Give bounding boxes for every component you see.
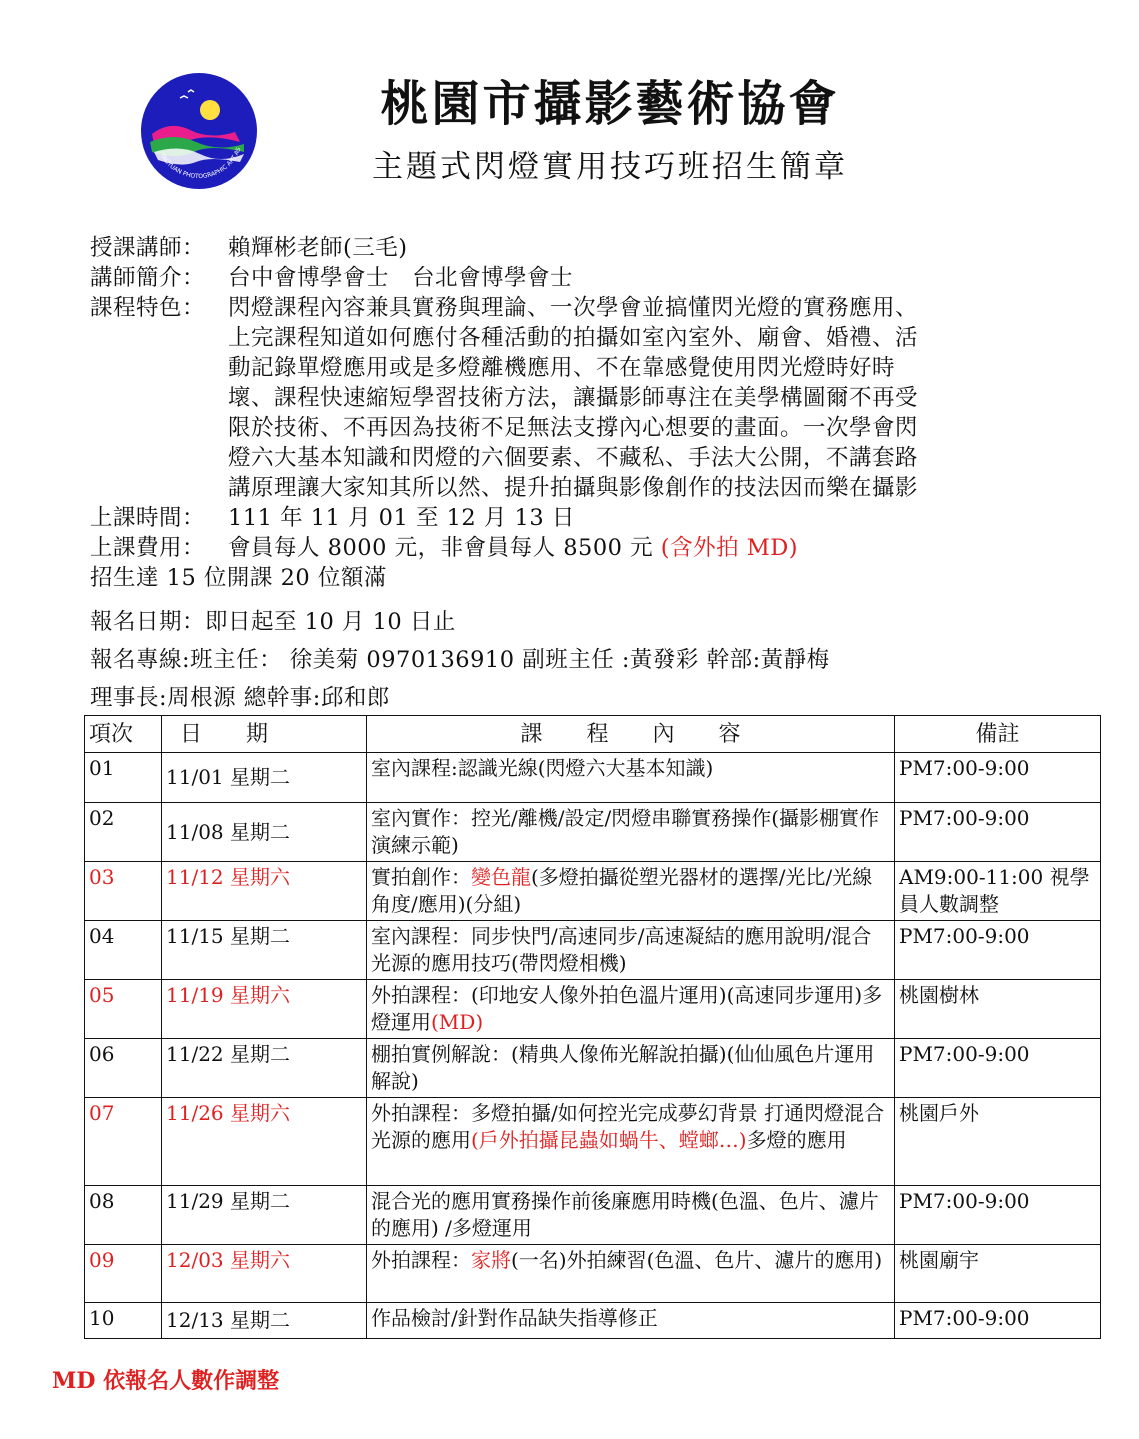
row-content xyxy=(367,753,895,803)
feature-text xyxy=(228,293,1100,503)
row-number: 03 xyxy=(85,862,162,921)
row-number: 07 xyxy=(85,1098,162,1186)
row-note: 桃園廟宇 xyxy=(895,1245,1101,1303)
row-number: 10 xyxy=(85,1303,162,1339)
fee-label: 上課費用： xyxy=(90,535,206,561)
course-info xyxy=(90,233,1100,593)
content-text: 外拍課程： xyxy=(371,1248,471,1272)
instructor-value: 賴輝彬老師(三毛) xyxy=(228,235,408,261)
bio-row xyxy=(90,263,1100,293)
row-content xyxy=(367,921,895,980)
registration-hotline: 報名專線:班主任： 徐美菊 0970136910 副班主任 :黃發彩 幹部:黃靜梅 xyxy=(90,647,830,673)
instructor-row xyxy=(90,233,1100,263)
officers: 理事長:周根源 總幹事:邱和郎 xyxy=(90,685,390,711)
fee-note: (含外拍 MD) xyxy=(660,535,799,561)
feature-line: 上完課程知道如何應付各種活動的拍攝如室內室外、廟會、婚禮、活 xyxy=(228,325,919,351)
row-note: PM7:00-9:00 xyxy=(895,803,1101,862)
table-row xyxy=(85,862,1101,921)
row-date: 11/15 星期二 xyxy=(162,921,367,980)
row-date: 11/08 星期二 xyxy=(162,803,367,862)
row-content xyxy=(367,1039,895,1098)
table-row xyxy=(85,803,1101,862)
row-number: 09 xyxy=(85,1245,162,1303)
row-number: 01 xyxy=(85,753,162,803)
content-text: 外拍課程：多燈拍攝/如何控光完成夢幻背景 打通閃燈混合光源的應用 xyxy=(371,1101,885,1152)
row-note: PM7:00-9:00 xyxy=(895,753,1101,803)
table-row xyxy=(85,1186,1101,1245)
row-content xyxy=(367,980,895,1039)
row-note: 桃園樹林 xyxy=(895,980,1101,1039)
association-logo xyxy=(140,72,258,190)
row-content xyxy=(367,803,895,862)
enroll-row xyxy=(90,563,1100,593)
row-note: PM7:00-9:00 xyxy=(895,1039,1101,1098)
feature-line: 燈六大基本知識和閃燈的六個要素、不藏私、手法大公開，不講套路 xyxy=(228,445,919,471)
content-text: 混合光的應用實務操作前後廉應用時機(色溫、色片、濾片的應用) /多燈運用 xyxy=(371,1189,879,1240)
row-note: AM9:00-11:00 視學員人數調整 xyxy=(895,862,1101,921)
content-text: 多燈的應用 xyxy=(746,1128,847,1152)
fee-row xyxy=(90,533,1100,563)
row-date: 12/03 星期六 xyxy=(162,1245,367,1303)
content-text: (多燈拍攝從塑光器材的選擇/光比/光線角度/應用)(分組) xyxy=(371,865,873,916)
page-subtitle: 主題式閃燈實用技巧班招生簡章 xyxy=(372,149,848,185)
content-highlight: 家將 xyxy=(471,1248,511,1272)
row-date: 11/29 星期二 xyxy=(162,1186,367,1245)
row-content xyxy=(367,1186,895,1245)
table-row xyxy=(85,1039,1101,1098)
row-note: PM7:00-9:00 xyxy=(895,1186,1101,1245)
logo-text: TAOYUAN PHOTOGRAPHIC ART AS xyxy=(158,146,243,181)
fee-value xyxy=(228,533,1100,563)
bio-label: 講師簡介： xyxy=(90,265,206,291)
row-date: 11/26 星期六 xyxy=(162,1098,367,1186)
header-note: 備註 xyxy=(895,716,1101,753)
row-date: 11/22 星期二 xyxy=(162,1039,367,1098)
registration-date: 報名日期：即日起至 10 月 10 日止 xyxy=(90,609,456,635)
time-value: 111 年 11 月 01 至 12 月 13 日 xyxy=(228,505,575,531)
content-highlight: (戶外拍攝昆蟲如蝸牛、螳螂…) xyxy=(471,1128,747,1152)
table-row xyxy=(85,921,1101,980)
feature-line: 講原理讓大家知其所以然、提升拍攝與影像創作的技法因而樂在攝影 xyxy=(228,475,919,501)
content-highlight: 變色龍 xyxy=(471,865,531,889)
row-note: PM7:00-9:00 xyxy=(895,1303,1101,1339)
row-date: 11/19 星期六 xyxy=(162,980,367,1039)
feature-line: 動記錄單燈應用或是多燈離機應用、不在靠感覺使用閃光燈時好時 xyxy=(228,355,896,381)
page-title: 桃園市攝影藝術協會 xyxy=(380,76,840,132)
row-content xyxy=(367,862,895,921)
bio-value: 台中會博學會士 台北會博學會士 xyxy=(228,265,574,291)
content-text: 室內課程：同步快門/高速同步/高速凝結的應用說明/混合光源的應用技巧(帶閃燈相機) xyxy=(371,924,872,975)
content-text: 外拍課程：(印地安人像外拍色溫片運用)(高速同步運用)多燈運用 xyxy=(371,983,883,1034)
content-highlight: (MD) xyxy=(431,1010,484,1034)
time-row xyxy=(90,503,1100,533)
content-text: 實拍創作： xyxy=(371,865,471,889)
content-text: 作品檢討/針對作品缺失指導修正 xyxy=(371,1306,658,1330)
content-text: 室內實作：控光/離機/設定/閃燈串聯實務操作(攝影棚實作演練示範) xyxy=(371,806,880,857)
header-date: 日 期 xyxy=(162,716,367,753)
content-text: 室內課程:認識光線(閃燈六大基本知識) xyxy=(371,756,714,780)
schedule-header xyxy=(85,716,1101,753)
enroll-text: 招生達 15 位開課 20 位額滿 xyxy=(90,565,387,591)
feature-line: 限於技術、不再因為技術不足無法支撐內心想要的畫面。一次學會閃 xyxy=(228,415,919,441)
feature-row xyxy=(90,293,1100,503)
instructor-label: 授課講師： xyxy=(90,235,206,261)
row-date: 11/12 星期六 xyxy=(162,862,367,921)
table-row xyxy=(85,753,1101,803)
table-row xyxy=(85,1098,1101,1186)
header-no: 項次 xyxy=(85,716,162,753)
footnote: MD 依報名人數作調整 xyxy=(52,1368,280,1394)
row-number: 05 xyxy=(85,980,162,1039)
feature-line: 閃燈課程內容兼具實務與理論、一次學會並搞懂閃光燈的實務應用、 xyxy=(228,295,919,321)
row-content xyxy=(367,1245,895,1303)
table-row xyxy=(85,980,1101,1039)
table-row xyxy=(85,1303,1101,1339)
row-content xyxy=(367,1098,895,1186)
row-number: 08 xyxy=(85,1186,162,1245)
row-content xyxy=(367,1303,895,1339)
row-date: 11/01 星期二 xyxy=(162,753,367,803)
content-text: 棚拍實例解說：(精典人像佈光解說拍攝)(仙仙風色片運用解說) xyxy=(371,1042,875,1093)
time-label: 上課時間： xyxy=(90,505,206,531)
row-number: 04 xyxy=(85,921,162,980)
row-number: 02 xyxy=(85,803,162,862)
content-text: (一名)外拍練習(色溫、色片、濾片的應用) xyxy=(511,1248,883,1272)
row-date: 12/13 星期二 xyxy=(162,1303,367,1339)
schedule-table xyxy=(84,715,1101,1339)
row-note: 桃園戶外 xyxy=(895,1098,1101,1186)
row-note: PM7:00-9:00 xyxy=(895,921,1101,980)
header-content: 課 程 內 容 xyxy=(367,716,895,753)
row-number: 06 xyxy=(85,1039,162,1098)
feature-line: 壞、課程快速縮短學習技術方法，讓攝影師專注在美學構圖爾不再受 xyxy=(228,385,919,411)
table-row xyxy=(85,1245,1101,1303)
fee-amount: 會員每人 8000 元，非會員每人 8500 元 xyxy=(228,535,661,561)
feature-label: 課程特色： xyxy=(90,295,206,321)
